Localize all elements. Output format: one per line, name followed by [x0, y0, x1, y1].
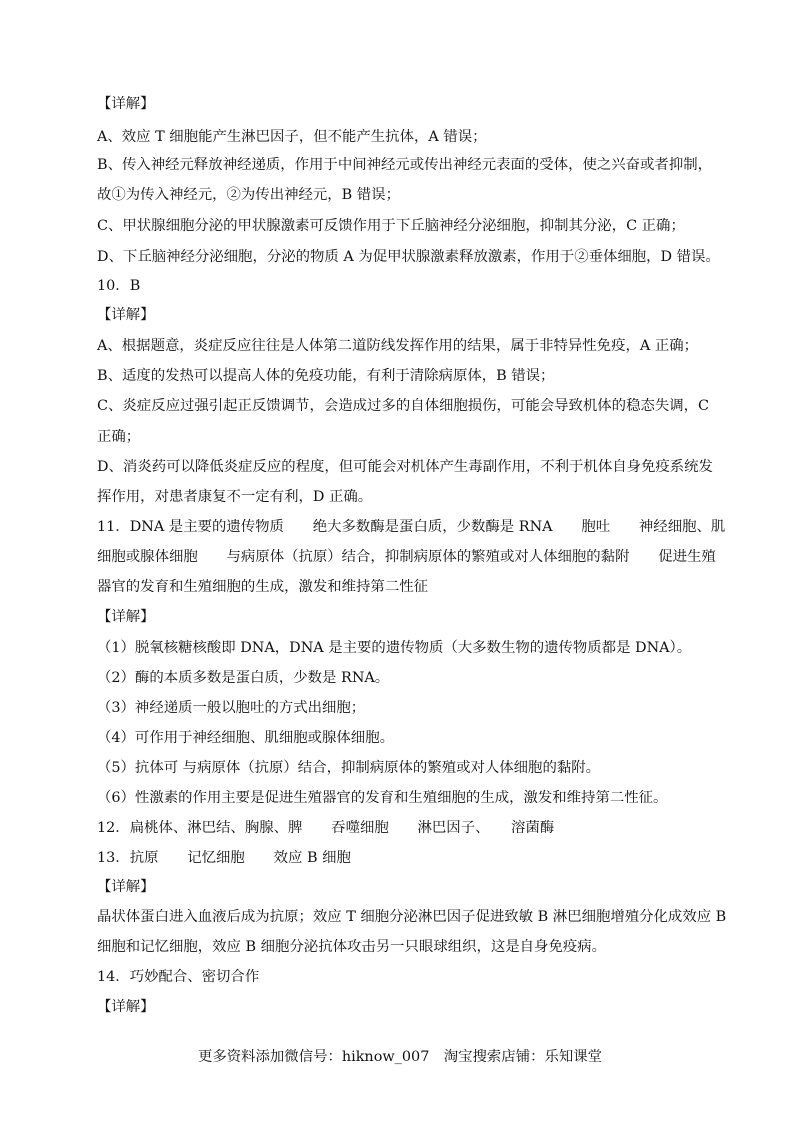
question-answer: 器官的发育和生殖细胞的生成，激发和维持第二性征 — [97, 579, 428, 595]
question-answer: 14．巧妙配合、密切合作 — [97, 969, 260, 985]
answer-line: 晶状体蛋白进入血液后成为抗原；效应 T 细胞分泌淋巴因子促进致敏 B 淋巴细胞增殖分化成效应 B — [97, 909, 727, 925]
answer-line: 故①为传入神经元，②为传出神经元，B 错误； — [97, 187, 400, 203]
question-answer: 细胞或腺体细胞 与病原体（抗原）结合，抑制病原体的繁殖或对人体细胞的黏附 促进生殖 — [97, 549, 716, 565]
detail-heading: 【详解】 — [97, 96, 155, 112]
detail-heading: 【详解】 — [97, 879, 155, 895]
question-answer: 13．抗原 记忆细胞 效应 B 细胞 — [97, 850, 351, 866]
answer-line: A、效应 T 细胞能产生淋巴因子，但不能产生抗体，A 错误； — [97, 129, 487, 145]
detail-heading: 【详解】 — [97, 307, 155, 323]
answer-line: D、下丘脑神经分泌细胞，分泌的物质 A 为促甲状腺激素释放激素，作用于②垂体细胞，D 错误。 — [97, 249, 720, 265]
answer-line: B、传入神经元释放神经递质，作用于中间神经元或传出神经元表面的受体，使之兴奋或者抑制， — [97, 157, 712, 173]
answer-line: C、炎症反应过强引起正反馈调节，会造成过多的自体细胞损伤，可能会导致机体的稳态失调，C — [97, 398, 710, 414]
answer-line: 细胞和记忆细胞，效应 B 细胞分泌抗体攻击另一只眼球组织，这是自身免疫病。 — [97, 939, 607, 955]
page-footer: 更多资料添加微信号：hiknow_007 淘宝搜索店铺：乐知课堂 — [197, 1049, 603, 1065]
answer-line: （5）抗体可 与病原体（抗原）结合，抑制病原体的繁殖或对人体细胞的黏附。 — [97, 760, 601, 776]
answer-line: A、根据题意，炎症反应往往是人体第二道防线发挥作用的结果，属于非特异性免疫，A 正确； — [97, 338, 698, 354]
detail-heading: 【详解】 — [97, 609, 155, 625]
detail-heading: 【详解】 — [97, 999, 155, 1015]
answer-line: （1）脱氧核糖核酸即 DNA，DNA 是主要的遗传物质（大多数生物的遗传物质都是 DNA）。 — [97, 640, 692, 656]
question-answer: 12．扁桃体、淋巴结、胸腺、脾 吞噬细胞 淋巴因子、 溶菌酶 — [97, 820, 555, 836]
answer-line: （6）性激素的作用主要是促进生殖器官的发育和生殖细胞的生成，激发和维持第二性征。 — [97, 790, 668, 806]
answer-line: 挥作用，对患者康复不一定有利，D 正确。 — [97, 489, 373, 505]
question-answer: 11．DNA 是主要的遗传物质 绝大多数酶是蛋白质，少数酶是 RNA 胞吐 神经细胞、肌 — [97, 519, 726, 535]
answer-line: （3）神经递质一般以胞吐的方式出细胞； — [97, 700, 366, 716]
answer-line: （2）酶的本质多数是蛋白质，少数是 RNA。 — [97, 670, 390, 686]
answer-line: D、消炎药可以降低炎症反应的程度，但可能会对机体产生毒副作用，不利于机体自身免疫系统发 — [97, 459, 713, 475]
answer-line: 正确； — [97, 429, 141, 445]
answer-line: （4）可作用于神经细胞、肌细胞或腺体细胞。 — [97, 730, 394, 746]
question-answer: 10．B — [97, 278, 141, 294]
answer-line: B、适度的发热可以提高人体的免疫功能，有利于清除病原体，B 错误； — [97, 368, 555, 384]
answer-line: C、甲状腺细胞分泌的甲状腺激素可反馈作用于下丘脑神经分泌细胞，抑制其分泌，C 正确； — [97, 218, 685, 234]
